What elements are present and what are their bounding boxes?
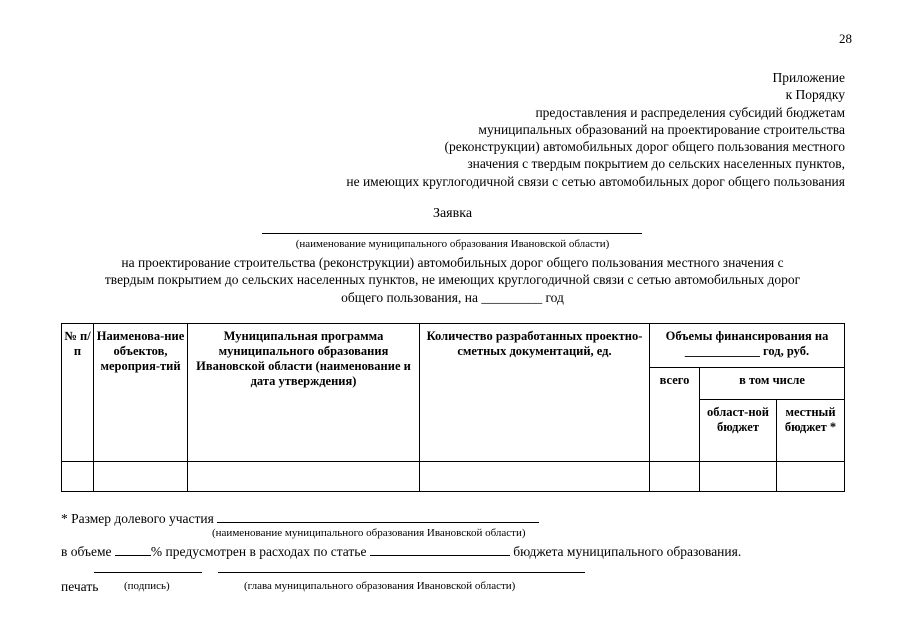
table-row bbox=[62, 462, 845, 492]
municipality-name-line bbox=[262, 233, 642, 234]
share-label: * Размер долевого участия bbox=[61, 511, 214, 526]
table-cell bbox=[62, 462, 94, 492]
header-local-budget: местный бюджет * bbox=[777, 400, 845, 462]
table-cell bbox=[94, 462, 188, 492]
appendix-line: к Порядку bbox=[785, 87, 845, 103]
table-cell bbox=[700, 462, 777, 492]
volume-suffix: бюджета муниципального образования. bbox=[513, 544, 742, 559]
appendix-line: предоставления и распределения субсидий бюджетам bbox=[535, 104, 845, 120]
article-blank-line bbox=[370, 543, 510, 556]
header-finance: Объемы финансирования на ____________ год, руб. bbox=[650, 324, 845, 368]
page-number: 28 bbox=[839, 31, 852, 46]
header-total: всего bbox=[650, 368, 700, 462]
appendix-line: не имеющих круглогодичной связи с сетью автомобильных дорог общего пользования bbox=[346, 173, 845, 189]
stamp-label: печать bbox=[61, 579, 99, 594]
request-table bbox=[61, 323, 845, 492]
signature-caption: (подпись) bbox=[124, 580, 170, 592]
appendix-line: (реконструкции) автомобильных дорог общего пользования местного bbox=[444, 139, 845, 155]
appendix-line: Приложение bbox=[772, 70, 845, 85]
header-objects: Наименова-ние объектов, мероприя-тий bbox=[94, 324, 188, 462]
signature-line bbox=[94, 572, 202, 573]
volume-mid: % предусмотрен в расходах по статье bbox=[150, 544, 367, 559]
table-cell bbox=[188, 462, 420, 492]
purpose-line: общего пользования, на _________ год bbox=[341, 289, 564, 305]
header-including: в том числе bbox=[700, 368, 845, 400]
volume-statement bbox=[61, 543, 741, 560]
volume-prefix: в объеме bbox=[61, 544, 112, 559]
head-name-line bbox=[218, 572, 585, 573]
request-purpose bbox=[0, 254, 905, 306]
document-title: Заявка bbox=[432, 206, 473, 221]
head-caption: (глава муниципального образования Ивановской области) bbox=[244, 580, 516, 592]
header-regional-budget: област-ной бюджет bbox=[700, 400, 777, 462]
table-cell bbox=[777, 462, 845, 492]
appendix-header bbox=[225, 69, 845, 190]
header-program: Муниципальная программа муниципального образования Ивановской области (наименование и дата утверждения) bbox=[188, 324, 420, 462]
header-documents: Количество разработанных проектно-сметных документаций, ед. bbox=[420, 324, 650, 462]
appendix-line: муниципальных образований на проектирование строительства bbox=[478, 121, 845, 137]
share-caption: (наименование муниципального образования Ивановской области) bbox=[212, 527, 526, 539]
share-blank-line bbox=[217, 510, 539, 523]
table-cell bbox=[420, 462, 650, 492]
percent-blank-line bbox=[115, 543, 151, 556]
appendix-line: значения с твердым покрытием до сельских населенных пунктов, bbox=[467, 156, 845, 172]
purpose-line: на проектирование строительства (реконструкции) автомобильных дорог общего пользования местного значения с bbox=[121, 255, 784, 270]
share-participation bbox=[61, 510, 539, 527]
header-number: № п/п bbox=[62, 324, 94, 462]
municipality-name-caption: (наименование муниципального образования Ивановской области) bbox=[295, 238, 610, 250]
table-cell bbox=[650, 462, 700, 492]
purpose-line: твердым покрытием до сельских населенных пунктов, не имеющих круглогодичной связи с сетью автомобильных дорог bbox=[104, 272, 801, 288]
